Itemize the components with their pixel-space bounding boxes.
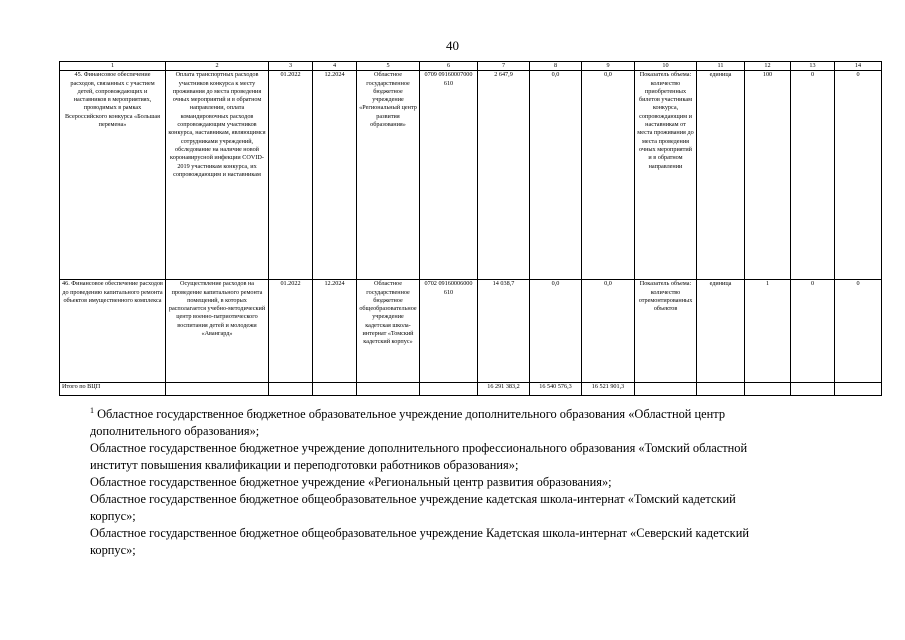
table-cell: 01.2022 xyxy=(269,71,313,280)
total-value: 16 540 576,3 xyxy=(530,383,582,396)
table-cell: 2 647,9 xyxy=(478,71,530,280)
total-row xyxy=(60,383,882,396)
footnote-line: $^1$ Областное государственное бюджетное образовательное учреждение дополнительного образования «Областной центр xyxy=(90,406,726,422)
table-cell xyxy=(791,383,835,396)
column-header: 10 xyxy=(635,62,697,71)
table-cell: 100 xyxy=(745,71,791,280)
table-cell: 46. Финансовое обеспечение расходов до проведению капитального ремонта объектов имущественного комплекса xyxy=(60,280,166,383)
column-header: 11 xyxy=(697,62,745,71)
table-cell xyxy=(166,383,269,396)
column-header: 9 xyxy=(582,62,635,71)
column-header: 3 xyxy=(269,62,313,71)
table-cell: 1 xyxy=(745,280,791,383)
table-cell: 0,0 xyxy=(530,71,582,280)
column-header: 7 xyxy=(478,62,530,71)
table-cell: 0 xyxy=(835,280,882,383)
footnote-continuation: корпус»; xyxy=(90,543,136,558)
column-header: 4 xyxy=(313,62,357,71)
table-cell: 45. Финансовое обеспечение расходов, связанных с участием детей, сопровождающих и наставников в мероприятиях, проводимых в рамках Всероссийского конкурса «Большая перемена» xyxy=(60,71,166,280)
table-cell xyxy=(745,383,791,396)
table-cell: единица xyxy=(697,280,745,383)
footnote-continuation: корпус»; xyxy=(90,509,136,524)
table-cell: 0,0 xyxy=(530,280,582,383)
program-table xyxy=(59,61,882,396)
column-header: 13 xyxy=(791,62,835,71)
table-cell: Показатель объема: количество приобретенных билетов участникам конкурса, сопровождающим и наставникам от места проживания до места проведения очных мероприятий и в обратном направлении xyxy=(635,71,697,280)
table-cell: 0 xyxy=(791,280,835,383)
table-cell xyxy=(313,383,357,396)
table-cell: Показатель объема: количество отремонтированных объектов xyxy=(635,280,697,383)
table-cell: Оплата транспортных расходов участников конкурса к месту проживания до места проведения очных мероприятий и в обратном направлении, оплата командировочных расходов сопровождающим участников конкурса, наставникам, являющимся сотрудниками учреждений, обследование на наличие новой коронавирусной инфекции COVID-2019 участникам конкурса, их сопровождающим и наставникам xyxy=(166,71,269,280)
table-cell: единица xyxy=(697,71,745,280)
table-cell: 12.2024 xyxy=(313,71,357,280)
table-header-row xyxy=(60,62,882,71)
table-cell: 0702 09160006000 610 xyxy=(420,280,478,383)
footnote-line: Областное государственное бюджетное учреждение «Региональный центр развития образования»; xyxy=(90,475,612,490)
table-cell: 14 038,7 xyxy=(478,280,530,383)
table-row xyxy=(60,280,882,383)
column-header: 5 xyxy=(357,62,420,71)
table-cell: 0 xyxy=(791,71,835,280)
page-number: 40 xyxy=(446,38,459,53)
table-cell xyxy=(420,383,478,396)
footnotes xyxy=(90,402,860,559)
column-header: 14 xyxy=(835,62,882,71)
column-header: 1 xyxy=(60,62,166,71)
table-cell xyxy=(835,383,882,396)
column-header: 6 xyxy=(420,62,478,71)
table-cell: 0,0 xyxy=(582,280,635,383)
table-cell xyxy=(269,383,313,396)
footnote-line: Областное государственное бюджетное общеобразовательное учреждение кадетская школа-интернат «Томский кадетский xyxy=(90,492,736,507)
table-cell: 12.2024 xyxy=(313,280,357,383)
total-value: 16 291 383,2 xyxy=(478,383,530,396)
column-header: 12 xyxy=(745,62,791,71)
table-cell xyxy=(635,383,697,396)
footnote-line: Областное государственное бюджетное общеобразовательное учреждение Кадетская школа-интернат «Северский кадетский xyxy=(90,526,749,541)
total-label: Итого по ВЦП xyxy=(60,383,166,396)
table-cell: Областное государственное бюджетное учреждение «Региональный центр развития образования» xyxy=(357,71,420,280)
table-cell: Осуществление расходов на проведение капитального ремонта помещений, в которых располагается учебно-методический центр военно-патриотического воспитания детей и молодежи «Авангард» xyxy=(166,280,269,383)
footnote-marker: 1 xyxy=(90,406,94,415)
footnote-line: Областное государственное бюджетное учреждение дополнительного профессионального образования «Томский областной xyxy=(90,441,748,456)
table-cell xyxy=(697,383,745,396)
column-header: 8 xyxy=(530,62,582,71)
footnote-continuation: институт повышения квалификации и переподготовки работников образования»; xyxy=(90,458,519,473)
table-cell xyxy=(357,383,420,396)
table-cell: 0 xyxy=(835,71,882,280)
table-row xyxy=(60,71,882,280)
table-cell: 0,0 xyxy=(582,71,635,280)
table-cell: Областное государственное бюджетное общеобразовательное учреждение кадетская школа-интернат «Томский кадетский корпус» xyxy=(357,280,420,383)
column-header: 2 xyxy=(166,62,269,71)
footnote-continuation: дополнительного образования»; xyxy=(90,424,260,439)
table-cell: 0709 09160007000 610 xyxy=(420,71,478,280)
total-value: 16 521 901,3 xyxy=(582,383,635,396)
table-cell: 01.2022 xyxy=(269,280,313,383)
